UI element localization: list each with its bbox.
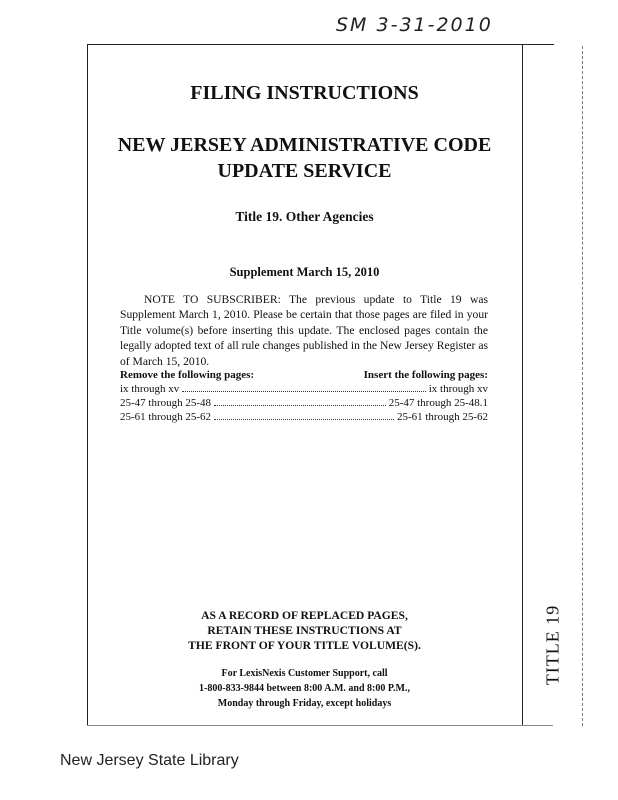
insert-range: 25-47 through 25-48.1 xyxy=(388,397,488,409)
title-tab-label: TITLE 19 xyxy=(542,604,563,686)
support-line1: For LexisNexis Customer Support, call xyxy=(221,668,388,679)
bottom-rule xyxy=(87,725,553,726)
support-info xyxy=(87,666,522,711)
record-line3: THE FRONT OF YOUR TITLE VOLUME(S). xyxy=(188,639,421,652)
dot-leader xyxy=(214,396,386,406)
page-row xyxy=(120,382,488,396)
code-heading-line2: UPDATE SERVICE xyxy=(217,160,392,182)
library-stamp: New Jersey State Library xyxy=(60,752,239,769)
remove-range: 25-47 through 25-48 xyxy=(120,397,212,409)
page-list xyxy=(120,368,488,424)
record-notice xyxy=(87,608,522,653)
record-line2: RETAIN THESE INSTRUCTIONS AT xyxy=(207,624,402,637)
support-line2: 1-800-833-9844 between 8:00 A.M. and 8:00 P.M., xyxy=(198,683,410,694)
title-tab xyxy=(538,600,568,690)
remove-range: 25-61 through 25-62 xyxy=(120,411,212,423)
filing-heading: FILING INSTRUCTIONS xyxy=(190,82,419,104)
title-heading: Title 19. Other Agencies xyxy=(235,209,374,224)
support-line3: Monday through Friday, except holidays xyxy=(217,698,392,709)
dot-leader xyxy=(182,382,425,392)
supplement-heading: Supplement March 15, 2010 xyxy=(229,265,380,279)
insert-range: 25-61 through 25-62 xyxy=(396,411,488,423)
code-heading-line1: NEW JERSEY ADMINISTRATIVE CODE xyxy=(117,134,492,156)
page-row xyxy=(120,410,488,424)
dot-leader xyxy=(214,410,394,420)
insert-range: ix through xv xyxy=(428,383,488,395)
record-line1: AS A RECORD OF REPLACED PAGES, xyxy=(201,609,408,622)
page-row xyxy=(120,396,488,410)
page-list-header xyxy=(120,368,488,382)
remove-range: ix through xv xyxy=(120,383,180,395)
tab-divider xyxy=(522,44,523,725)
page-edge xyxy=(582,46,583,726)
insert-header: Insert the following pages: xyxy=(363,369,488,381)
handwritten-date-stamp: SM 3-31-2010 xyxy=(336,14,493,36)
subscriber-note: NOTE TO SUBSCRIBER: The previous update to Title 19 was Supplement March 1, 2010. Please be certain that those pages are filed in your Title volume(s) before inserting this update. The enclosed pages contain the legally adopted text of all rule changes published in the New Jersey Register as of March 15, 2010. xyxy=(120,293,488,368)
remove-header: Remove the following pages: xyxy=(120,369,255,381)
code-heading xyxy=(87,132,522,184)
